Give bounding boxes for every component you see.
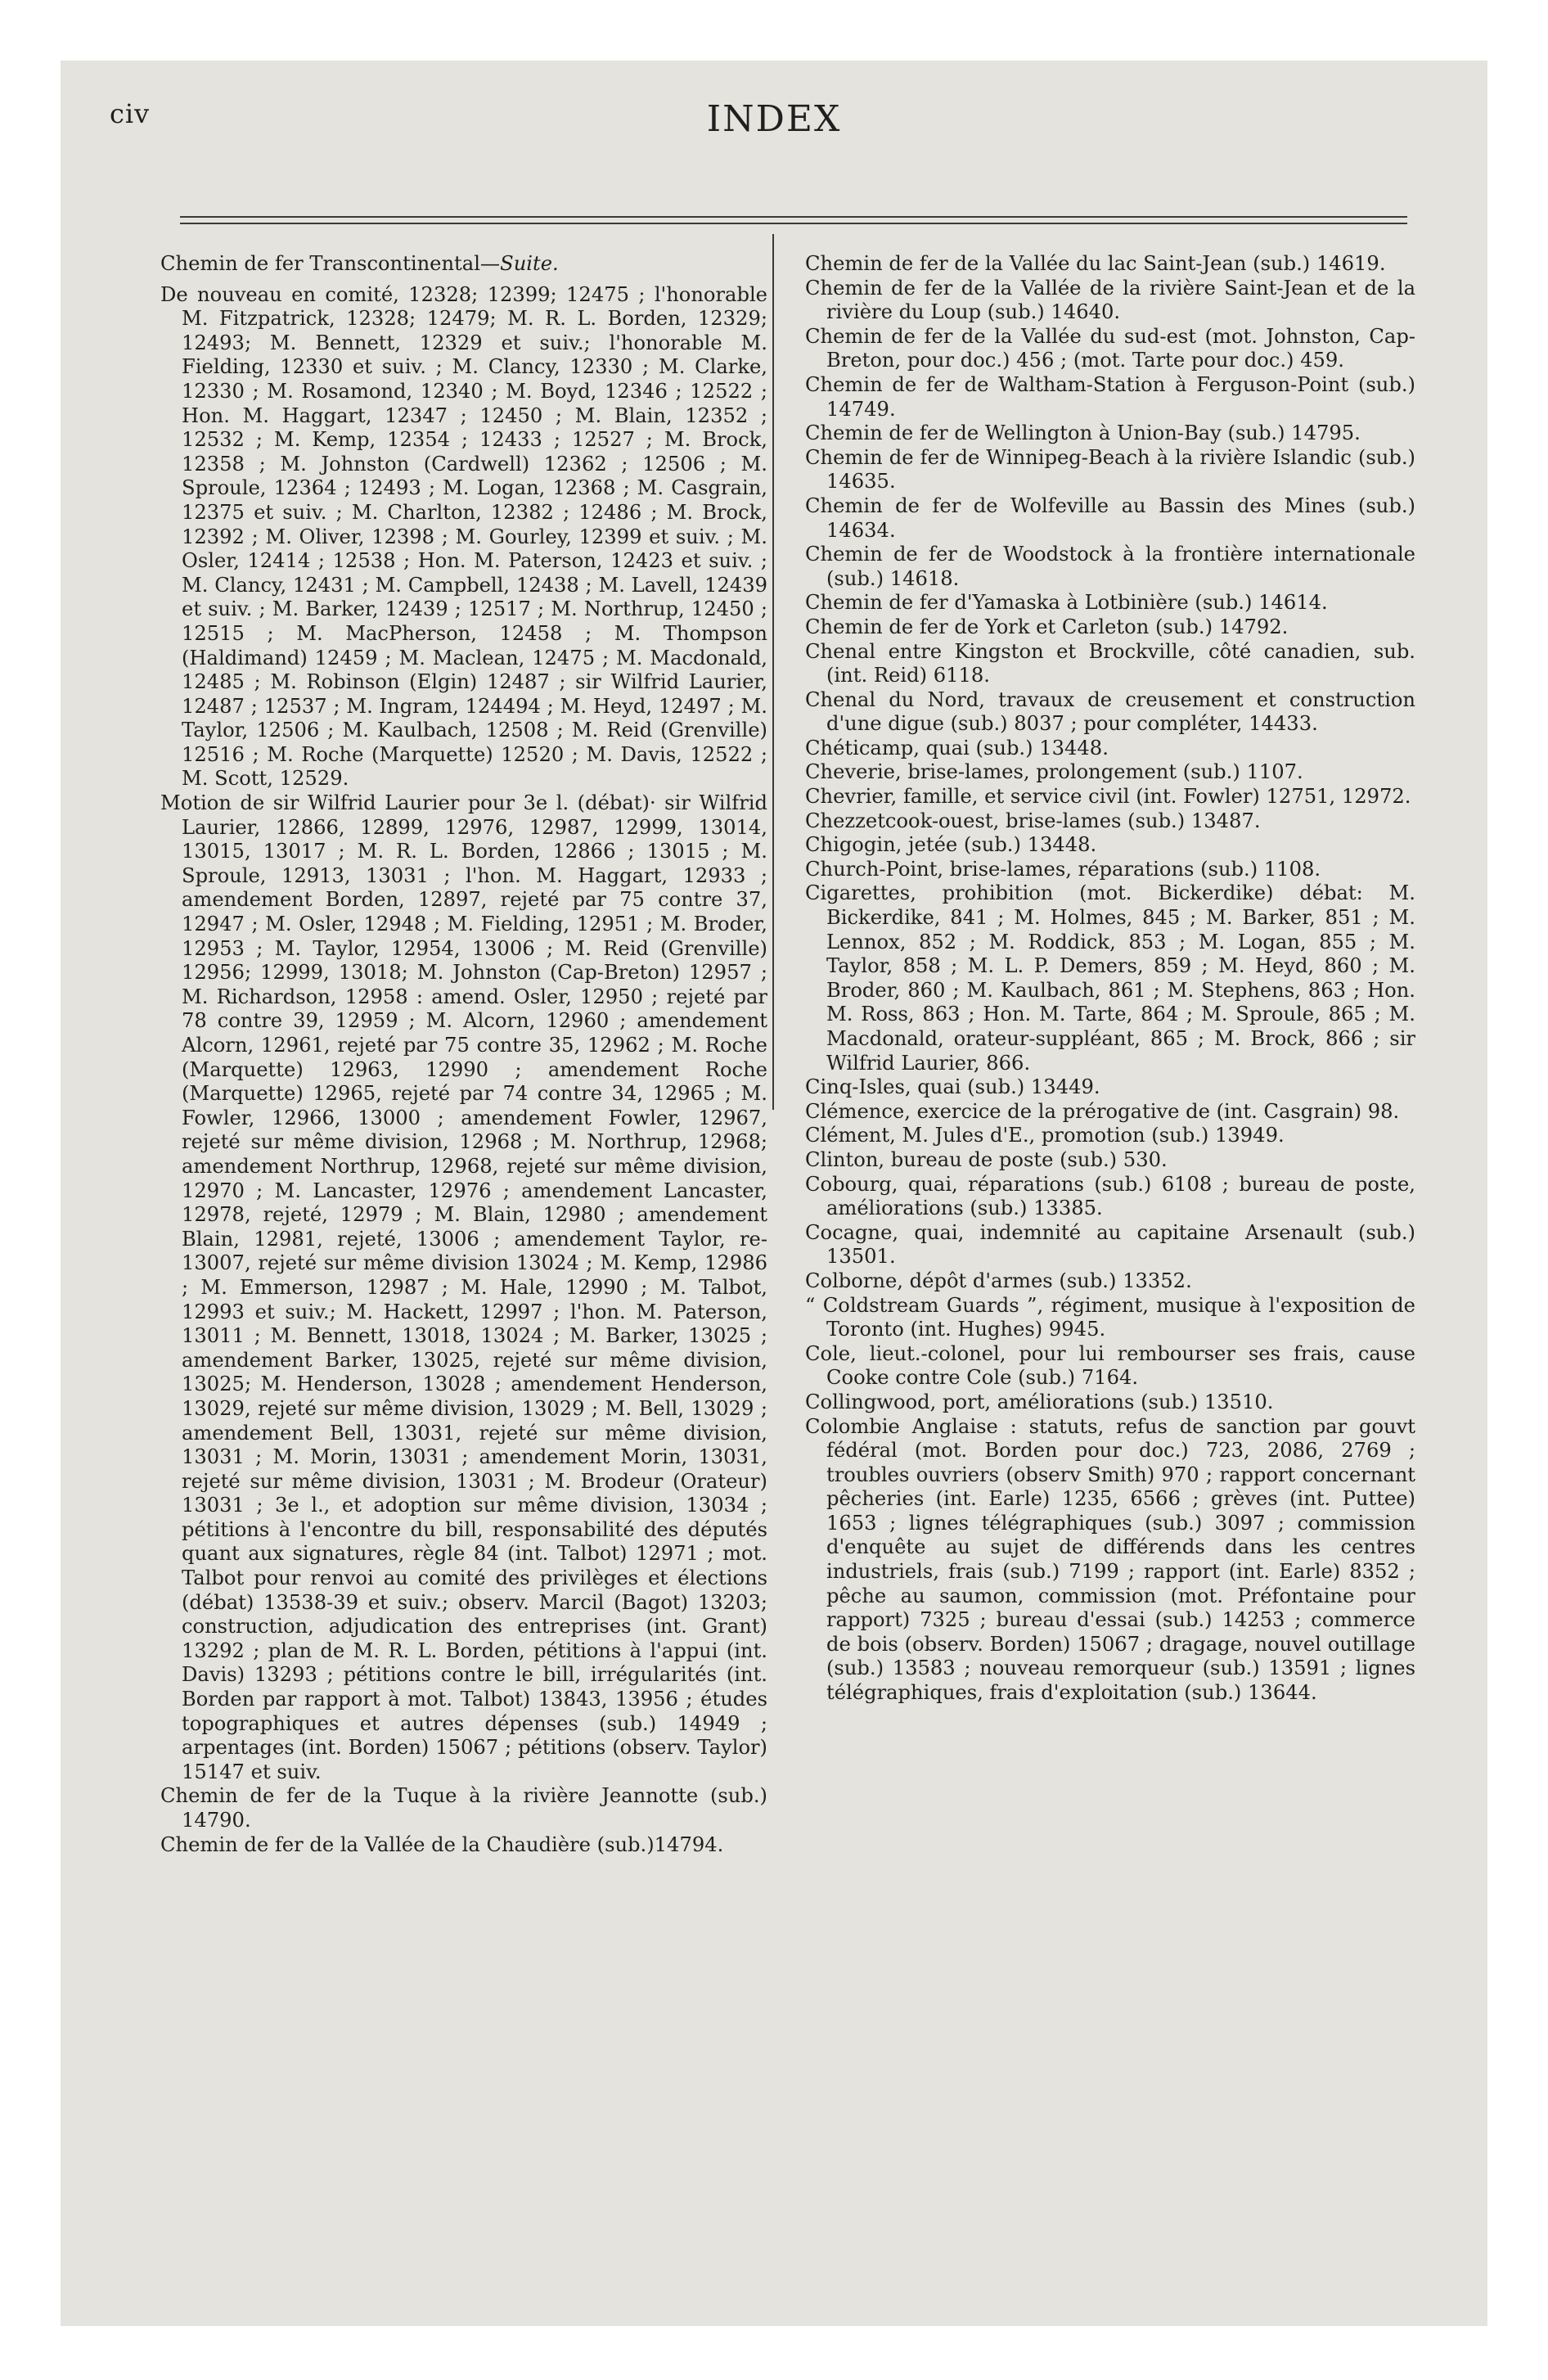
index-entry: Clémence, exercice de la prérogative de (int. Casgrain) 98.	[805, 1099, 1400, 1123]
index-entry: Church-Point, brise-lames, réparations (sub.) 1108.	[805, 857, 1321, 881]
page-title: INDEX	[706, 98, 842, 140]
index-entry: Clinton, bureau de poste (sub.) 530.	[805, 1147, 1168, 1171]
index-entry: Chemin de fer de Wellington à Union-Bay (sub.) 14795.	[805, 421, 1361, 445]
page-header	[0, 98, 1548, 156]
continuation-heading-text: Chemin de fer Transcontinental—	[160, 252, 501, 275]
index-entry: Chenal entre Kingston et Brockville, côté canadien, sub. (int. Reid) 6118.	[805, 639, 1415, 687]
index-entry: Chemin de fer de la Vallée de la Chaudière (sub.)14794.	[160, 1832, 724, 1856]
index-entry: Chemin de fer de la Vallée du sud-est (mot. Johnston, Cap-Breton, pour doc.) 456 ; (mot. Tarte pour doc.) 459.	[805, 324, 1415, 372]
header-rule-top	[180, 216, 1407, 218]
index-entry: Cigarettes, prohibition (mot. Bickerdike) débat: M. Bickerdike, 841 ; M. Holmes, 845 ; M. Barker, 851 ; M. Lennox, 852 ; M. Roddick, 853 ; M. Logan, 855 ; M. Taylor, 858 ; M. L. P. Demers, 859 ; M. Heyd, 860 ; M. Broder, 860 ; M. Kaulbach, 861 ; M. Stephens, 863 ; Hon. M. Ross, 863 ; Hon. M. Tarte, 864 ; M. Sproule, 865 ; M. Macdonald, orateur-suppléant, 865 ; M. Brock, 866 ; sir Wilfrid Laurier, 866.	[805, 881, 1415, 1075]
index-entry: Chezzetcook-ouest, brise-lames (sub.) 13487.	[805, 809, 1261, 832]
continuation-heading	[160, 252, 767, 277]
index-entry: Chemin de fer de Waltham-Station à Ferguson-Point (sub.) 14749.	[805, 372, 1415, 421]
index-entry: Colombie Anglaise : statuts, refus de sanction par gouvt fédéral (mot. Borden pour doc.) 723, 2086, 2769 ; troubles ouvriers (observ Smith) 970 ; rapport concernant pêcheries (int. Earle) 1235, 6566 ; grèves (int. Puttee) 1653 ; lignes télégraphiques (sub.) 3097 ; commission d'enquête au sujet de différends dans les centres industriels, frais (sub.) 7199 ; rapport (int. Earle) 8352 ; pêche au saumon, commission (mot. Préfontaine pour rapport) 7325 ; bureau d'essai (sub.) 14253 ; commerce de bois (observ. Borden) 15067 ; dragage, nouvel outillage (sub.) 13583 ; nouveau remorqueur (sub.) 13591 ; lignes télégraphiques, frais d'exploitation (sub.) 13644.	[805, 1414, 1415, 1705]
page-number: civ	[110, 98, 151, 129]
index-entry: Chemin de fer de York et Carleton (sub.) 14792.	[805, 615, 1289, 638]
index-entry: Cobourg, quai, réparations (sub.) 6108 ; bureau de poste, améliorations (sub.) 13385.	[805, 1172, 1415, 1220]
index-entry: Chemin de fer d'Yamaska à Lotbinière (sub.) 14614.	[805, 591, 1328, 615]
index-entry: Chemin de fer de Wolfeville au Bassin des Mines (sub.) 14634.	[805, 494, 1415, 542]
index-entry: Chemin de fer de la Vallée de la rivière Saint-Jean et de la rivière du Loup (sub.) 14640.	[805, 276, 1415, 324]
index-entry: Chenal du Nord, travaux de creusement et construction d'une digue (sub.) 8037 ; pour compléter, 14433.	[805, 687, 1415, 736]
index-entry: Colborne, dépôt d'armes (sub.) 13352.	[805, 1269, 1192, 1292]
index-entry: Cole, lieut.-colonel, pour lui rembourser ses frais, cause Cooke contre Cole (sub.) 7164.	[805, 1341, 1415, 1390]
index-entry: Chemin de fer de Woodstock à la frontière internationale (sub.) 14618.	[805, 543, 1415, 590]
index-entry: Collingwood, port, améliorations (sub.) 13510.	[805, 1390, 1274, 1413]
index-entry: Chevrier, famille, et service civil (int. Fowler) 12751, 12972.	[805, 785, 1411, 809]
index-entry: “ Coldstream Guards ”, régiment, musique à l'exposition de Toronto (int. Hughes) 9945.	[805, 1293, 1415, 1341]
index-entry: Motion de sir Wilfrid Laurier pour 3e l. (débat)· sir Wilfrid Laurier, 12866, 12899, 12976, 12987, 12999, 13014, 13015, 13017 ; M. R. L. Borden, 12866 ; 13015 ; M. Sproule, 12913, 13031 ; l'hon. M. Haggart, 12933 ; amendement Borden, 12897, rejeté par 75 contre 37, 12947 ; M. Osler, 12948 ; M. Fielding, 12951 ; M. Broder, 12953 ; M. Taylor, 12954, 13006 ; M. Reid (Grenville) 12956; 12999, 13018; M. Johnston (Cap-Breton) 12957 ; M. Richardson, 12958 : amend. Osler, 12950 ; rejeté par 78 contre 39, 12959 ; M. Alcorn, 12960 ; amendement Alcorn, 12961, rejeté par 75 contre 35, 12962 ; M. Roche (Marquette) 12963, 12990 ; amendement Roche (Marquette) 12965, rejeté par 74 contre 34, 12965 ; M. Fowler, 12966, 13000 ; amendement Fowler, 12967, rejeté sur même division, 12968 ; M. Northrup, 12968; amendement Northrup, 12968, rejeté sur même division, 12970 ; M. Lancaster, 12976 ; amendement Lancaster, 12978, rejeté, 12979 ; M. Blain, 12980 ; amendement Blain, 12981, rejeté, 13006 ; amendement Taylor, re-13007, rejeté sur même division 13024 ; M. Kemp, 12986 ; M. Emmerson, 12987 ; M. Hale, 12990 ; M. Talbot, 12993 et suiv.; M. Hackett, 12997 ; l'hon. M. Paterson, 13011 ; M. Bennett, 13018, 13024 ; M. Barker, 13025 ; amendement Barker, 13025, rejeté sur même division, 13025; M. Henderson, 13028 ; amendement Henderson, 13029, rejeté sur même division, 13029 ; M. Bell, 13029 ; amendement Bell, 13031, rejeté sur même division, 13031 ; M. Morin, 13031 ; amendement Morin, 13031, rejeté sur même division, 13031 ; M. Brodeur (Orateur) 13031 ; 3e l., et adoption sur même division, 13034 ; pétitions à l'encontre du bill, responsabilité des députés quant aux signatures, règle 84 (int. Talbot) 12971 ; mot. Talbot pour renvoi au comité des privilèges et élections (débat) 13538-39 et suiv.; observ. Marcil (Bagot) 13203; construction, adjudication des entreprises (int. Grant) 13292 ; plan de M. R. L. Borden, pétitions à l'appui (int. Davis) 13293 ; pétitions contre le bill, irrégularités (int. Borden par rapport à mot. Talbot) 13843, 13956 ; études topographiques et autres dépenses (sub.) 14949 ; arpentages (int. Borden) 15067 ; pétitions (observ. Taylor) 15147 et suiv.	[160, 791, 767, 1783]
index-entry: De nouveau en comité, 12328; 12399; 12475 ; l'honorable M. Fitzpatrick, 12328; 12479; M. R. L. Borden, 12329; 12493; M. Bennett, 12329 et suiv.; l'honorable M. Fielding, 12330 et suiv. ; M. Clancy, 12330 ; M. Clarke, 12330 ; M. Rosamond, 12340 ; M. Boyd, 12346 ; 12522 ; Hon. M. Haggart, 12347 ; 12450 ; M. Blain, 12352 ; 12532 ; M. Kemp, 12354 ; 12433 ; 12527 ; M. Brock, 12358 ; M. Johnston (Cardwell) 12362 ; 12506 ; M. Sproule, 12364 ; 12493 ; M. Logan, 12368 ; M. Casgrain, 12375 et suiv. ; M. Charlton, 12382 ; 12486 ; M. Brock, 12392 ; M. Oliver, 12398 ; M. Gourley, 12399 et suiv. ; M. Osler, 12414 ; 12538 ; Hon. M. Paterson, 12423 et suiv. ; M. Clancy, 12431 ; M. Campbell, 12438 ; M. Lavell, 12439 et suiv. ; M. Barker, 12439 ; 12517 ; M. Northrup, 12450 ; 12515 ; M. MacPherson, 12458 ; M. Thompson (Haldimand) 12459 ; M. Maclean, 12475 ; M. Macdonald, 12485 ; M. Robinson (Elgin) 12487 ; sir Wilfrid Laurier, 12487 ; 12537 ; M. Ingram, 124494 ; M. Heyd, 12497 ; M. Taylor, 12506 ; M. Kaulbach, 12508 ; M. Reid (Grenville) 12516 ; M. Roche (Marquette) 12520 ; M. Davis, 12522 ; M. Scott, 12529.	[160, 282, 767, 791]
index-entry: Chemin de fer de la Tuque à la rivière Jeannotte (sub.) 14790.	[160, 1784, 767, 1832]
right-column	[805, 252, 1415, 1706]
index-entry: Cheverie, brise-lames, prolongement (sub.) 1107.	[805, 760, 1303, 784]
continuation-suffix: Suite.	[500, 252, 559, 275]
column-divider	[772, 234, 774, 1110]
index-entry: Cinq-Isles, quai (sub.) 13449.	[805, 1075, 1100, 1099]
index-entry: Chéticamp, quai (sub.) 13448.	[805, 736, 1109, 760]
index-entry: Cocagne, quai, indemnité au capitaine Arsenault (sub.) 13501.	[805, 1220, 1415, 1269]
index-entry: Clément, M. Jules d'E., promotion (sub.) 13949.	[805, 1124, 1285, 1147]
left-column	[160, 252, 767, 1857]
index-entry: Chemin de fer de la Vallée du lac Saint-Jean (sub.) 14619.	[805, 252, 1386, 275]
header-rule-bottom	[180, 223, 1407, 224]
index-entry: Chemin de fer de Winnipeg-Beach à la rivière Islandic (sub.) 14635.	[805, 445, 1415, 494]
index-entry: Chigogin, jetée (sub.) 13448.	[805, 833, 1097, 857]
